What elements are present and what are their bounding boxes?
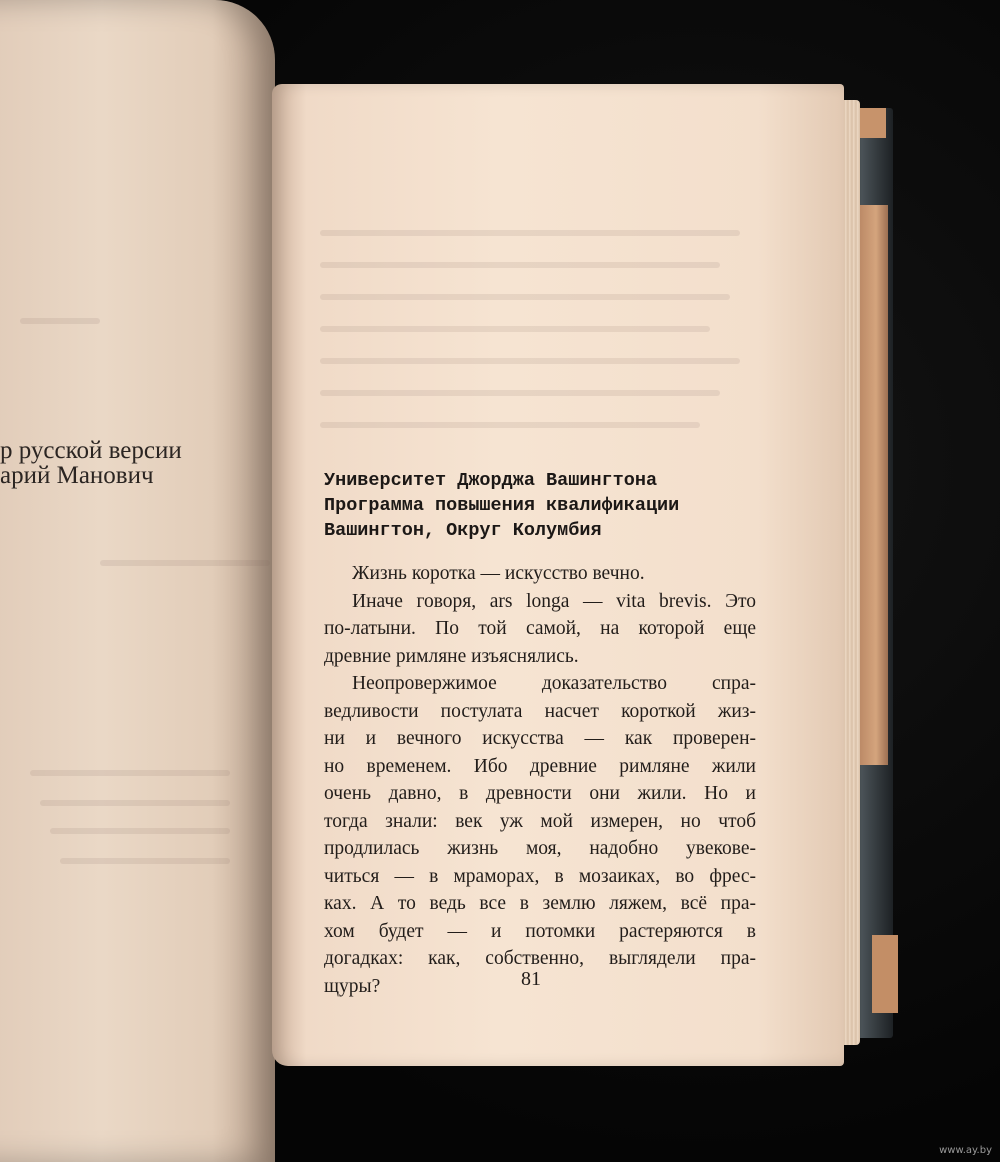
body-line: ках. А то ведь все в землю ляжем, всё пра- [324, 893, 756, 914]
body-line: Жизнь коротка — искусство вечно. [352, 563, 645, 584]
body-line: Неопровержимое доказательство спра- [352, 673, 756, 694]
body-line: читься — в мраморах, в мозаиках, во фрес- [324, 865, 756, 887]
header-line: Программа повышения квалификации [324, 495, 680, 516]
body-line: ни и вечного искусства — как проверен- [324, 728, 756, 749]
body-line: догадках: как, собственно, выглядели пра- [324, 948, 756, 969]
left-page-line: р русской версии [0, 437, 182, 464]
show-through-text [320, 326, 710, 332]
show-through-text [320, 358, 740, 364]
show-through-text [320, 230, 740, 236]
cover-tan-band-bottom [872, 935, 898, 1013]
body-line: Иначе говоря, ars longa — vita brevis. Это [352, 590, 756, 612]
show-through-text [100, 560, 270, 566]
header-line: Университет Джорджа Вашингтона [324, 470, 658, 491]
body-line: щуры? [324, 975, 381, 997]
show-through-text [60, 858, 230, 864]
body-line: очень давно, в древности они жили. Но и [324, 783, 756, 804]
section-header [324, 468, 679, 543]
body-line: по-латыни. По той самой, на которой еще [324, 618, 756, 639]
show-through-text [320, 262, 720, 268]
show-through-text [20, 318, 100, 324]
cover-tan-band-middle [858, 205, 888, 765]
header-line: Вашингтон, Округ Колумбия [324, 520, 602, 541]
watermark-text: www.ay.by [939, 1145, 992, 1156]
body-line: древние римляне изъяснялись. [324, 645, 579, 667]
show-through-text [320, 390, 720, 396]
show-through-text [40, 800, 230, 806]
show-through-text [320, 422, 700, 428]
left-page [0, 0, 275, 1162]
left-page-line: арий Манович [0, 462, 154, 489]
body-line: ведливости постулата насчет короткой жиз- [324, 700, 756, 722]
body-line: но временем. Ибо древние римляне жили [324, 755, 756, 777]
show-through-text [30, 770, 230, 776]
page-number: 81 [521, 968, 541, 990]
body-line: хом будет — и потомки растеряются в [324, 920, 756, 942]
body-line: продлилась жизнь моя, надобно увекове- [324, 838, 756, 859]
body-line: тогда знали: век уж мой измерен, но чтоб [324, 810, 756, 832]
show-through-text [320, 294, 730, 300]
show-through-text [50, 828, 230, 834]
body-text [324, 560, 756, 1000]
